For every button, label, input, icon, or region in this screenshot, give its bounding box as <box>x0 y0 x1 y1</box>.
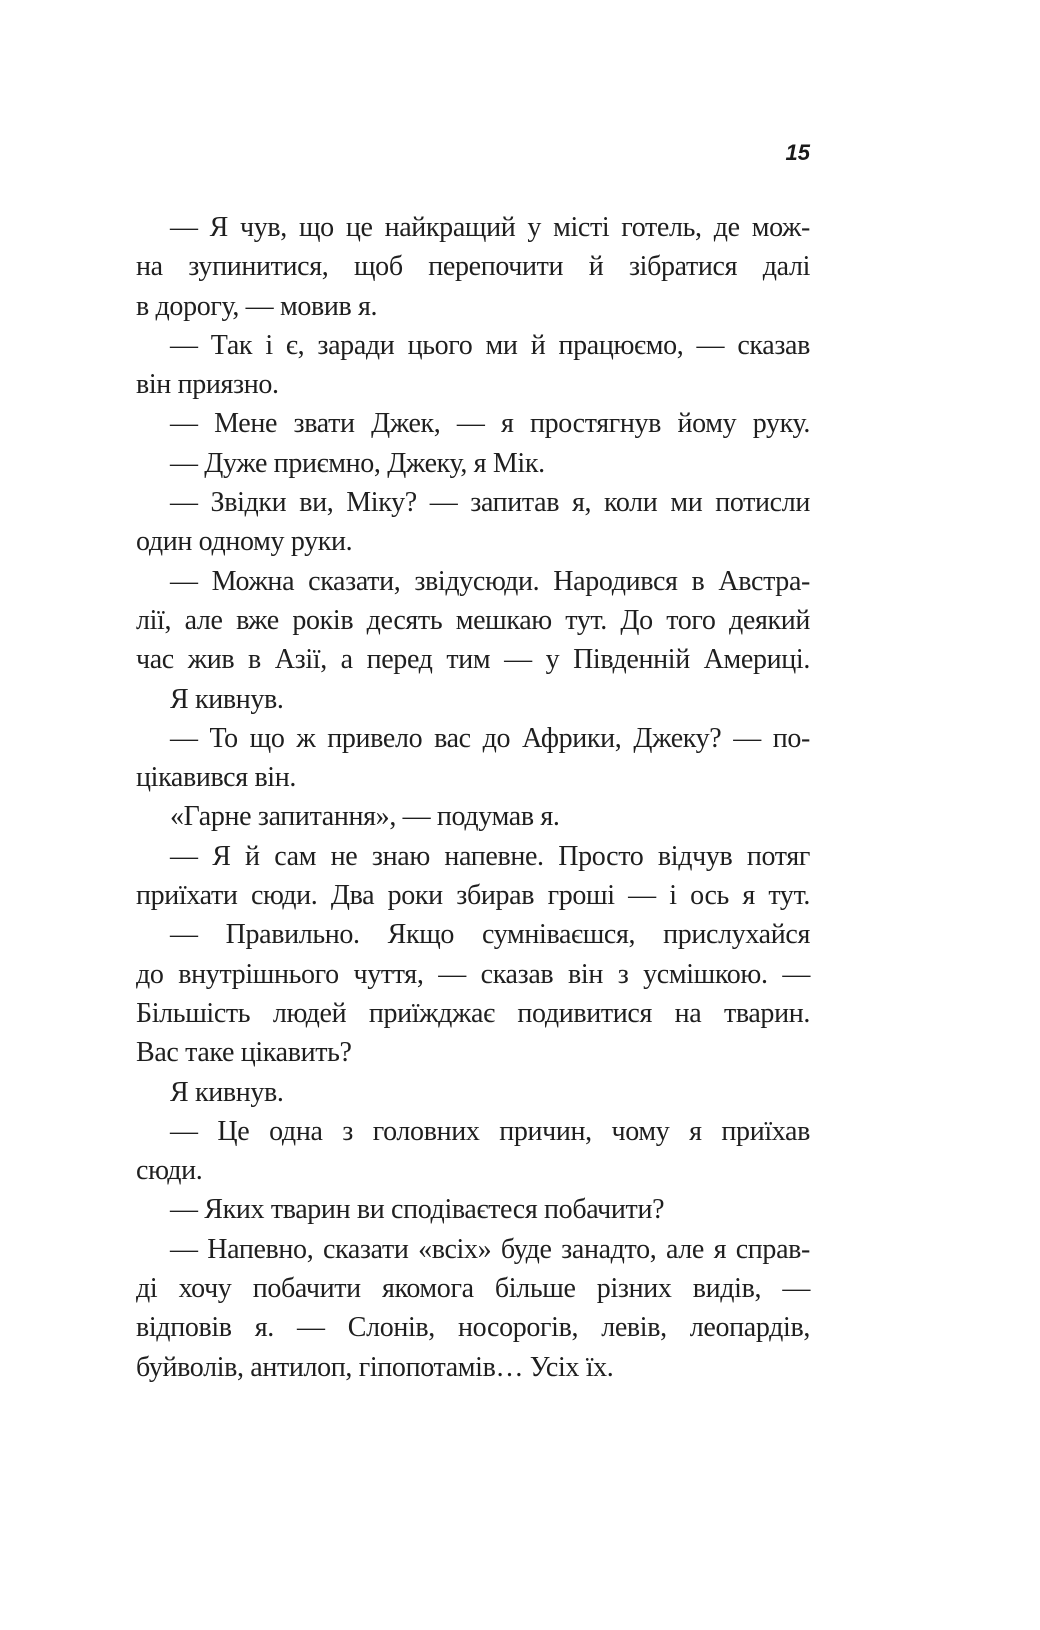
text-line: приїхати сюди. Два роки збирав гроші — і ось я тут. <box>136 880 810 912</box>
text-line: — Я чув, що це найкращий у місті готель, де мож- <box>170 212 810 243</box>
text-line: на зупинитися, щоб перепочити й зібратися далі <box>136 251 810 283</box>
body-text <box>136 208 810 1387</box>
text-line: — Яких тварин ви сподіваєтеся побачити? <box>170 1194 665 1226</box>
text-line: ді хочу побачити якомога більше різних видів, — <box>136 1273 810 1305</box>
text-line: до внутрішнього чуття, — сказав він з усмішкою. — <box>136 958 810 990</box>
text-line: Вас таке цікавить? <box>136 1037 352 1069</box>
text-line: — Дуже приємно, Джеку, я Мік. <box>170 447 545 479</box>
text-line: — Звідки ви, Міку? — запитав я, коли ми потисли <box>170 487 810 519</box>
text-line: — Мене звати Джек, — я простягнув йому руку. <box>170 408 810 440</box>
text-line: буйволів, антилоп, гіпопотамів… Усіх їх. <box>136 1351 614 1383</box>
text-line: лії, але вже років десять мешкаю тут. До того деякий <box>136 604 810 636</box>
text-line: час жив в Азії, а перед тим — у Південній Америці. <box>136 644 810 676</box>
text-line: — Так і є, заради цього ми й працюємо, — сказав <box>170 329 810 361</box>
page-number: 15 <box>785 140 810 165</box>
text-line: він приязно. <box>136 369 279 401</box>
text-line: — Я й сам не знаю напевне. Просто відчув потяг <box>170 840 810 872</box>
text-line: — Правильно. Якщо сумніваєшся, прислухайся <box>170 919 810 951</box>
text-line: відповів я. — Слонів, носорогів, левів, леопардів, <box>136 1312 810 1344</box>
text-line: в дорогу, — мовив я. <box>136 290 378 322</box>
text-line: — Це одна з головних причин, чому я приїхав <box>170 1115 810 1147</box>
text-line: цікавився він. <box>136 762 297 794</box>
text-line: «Гарне запитання», — подумав я. <box>170 801 560 833</box>
text-line: сюди. <box>136 1155 203 1187</box>
text-line: Я кивнув. <box>170 683 284 715</box>
text-line: Більшість людей приїжджає подивитися на тварин. <box>136 997 810 1029</box>
text-line: один одному руки. <box>136 526 353 558</box>
text-line: — Напевно, сказати «всіх» буде занадто, але я справ- <box>170 1233 810 1265</box>
text-line: — То що ж привело вас до Африки, Джеку? — по- <box>170 722 810 754</box>
text-line: — Можна сказати, звідусюди. Народився в Австра- <box>170 565 810 597</box>
text-line: Я кивнув. <box>170 1076 284 1108</box>
